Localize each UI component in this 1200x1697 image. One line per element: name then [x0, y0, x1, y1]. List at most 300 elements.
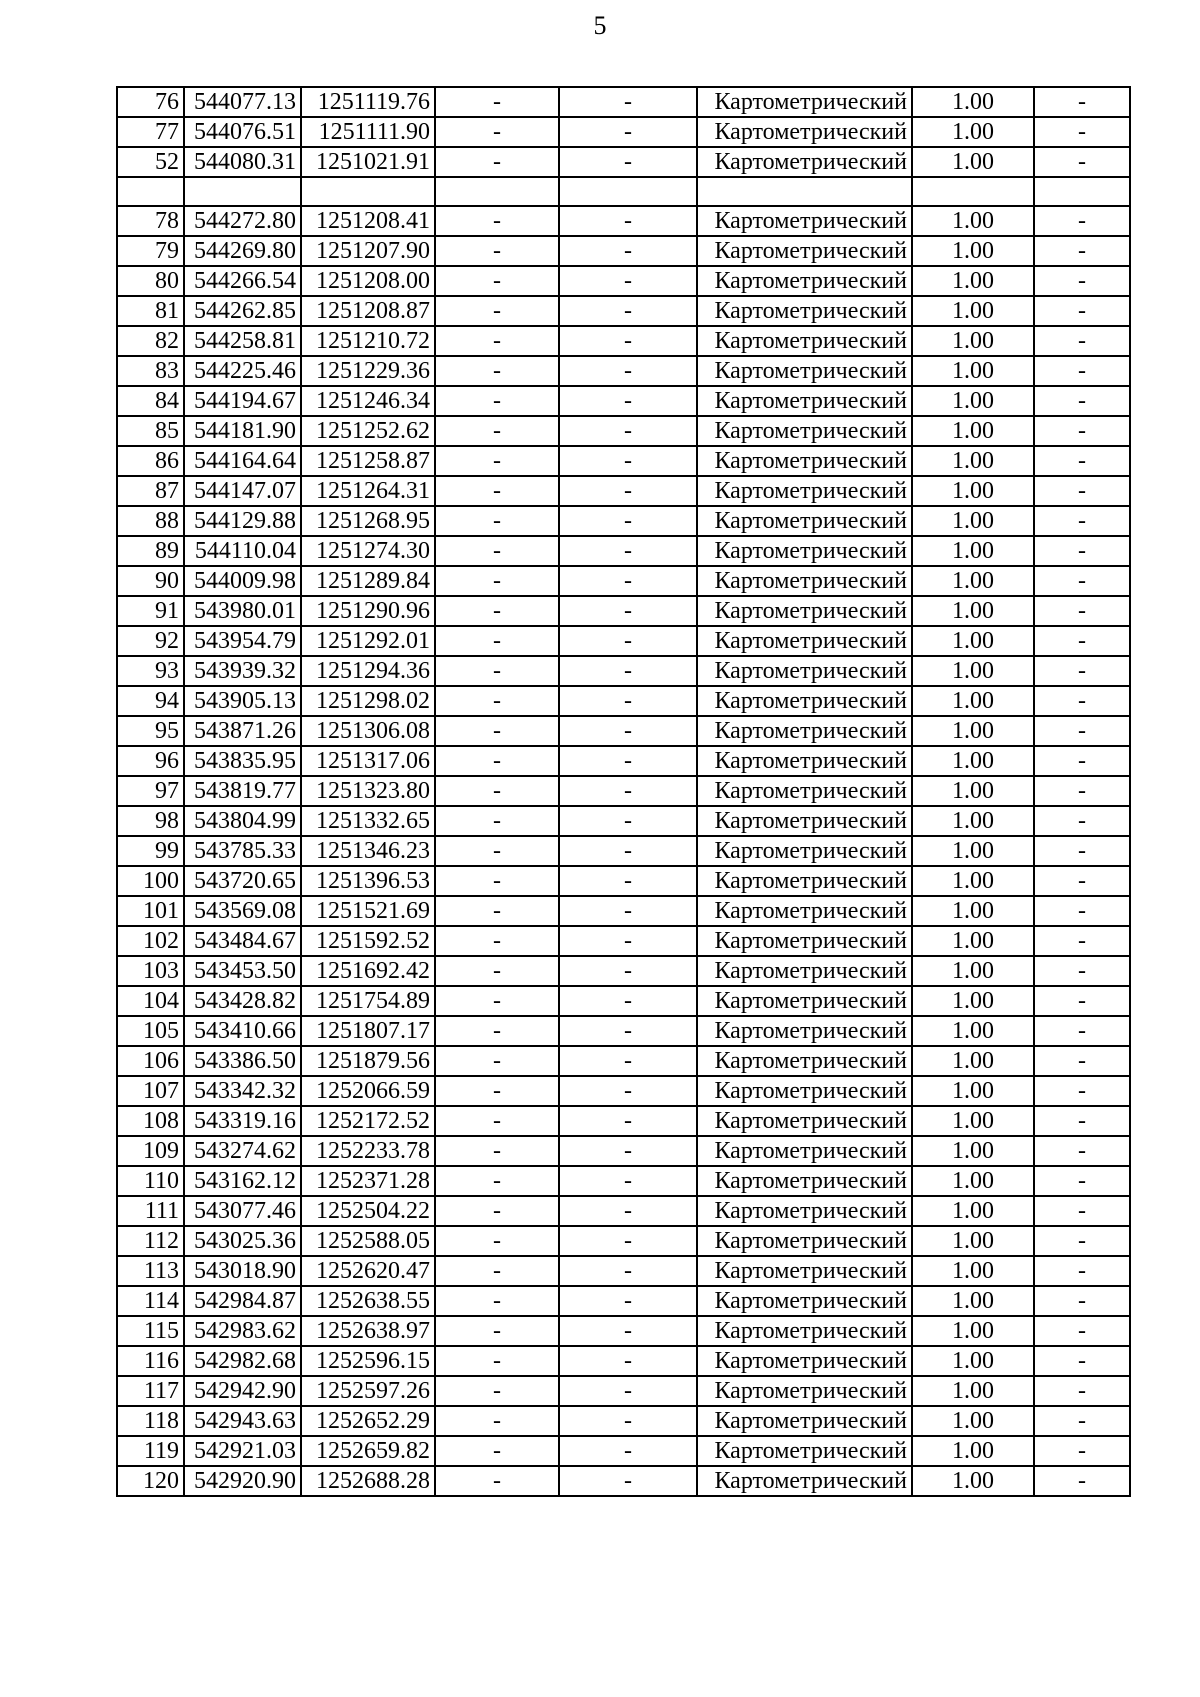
coordinate-x-cell: 544272.80 — [184, 206, 301, 236]
column-4-cell: - — [435, 806, 559, 836]
coordinate-x-cell — [184, 177, 301, 206]
coordinate-x-cell: 543871.26 — [184, 716, 301, 746]
column-5-cell: - — [559, 1106, 697, 1136]
column-8-cell: - — [1034, 296, 1130, 326]
column-5-cell: - — [559, 926, 697, 956]
column-5-cell: - — [559, 746, 697, 776]
coordinate-y-cell: 1252233.78 — [301, 1136, 435, 1166]
point-number-cell: 109 — [117, 1136, 184, 1166]
point-number-cell: 88 — [117, 506, 184, 536]
point-number-cell — [117, 177, 184, 206]
coordinate-x-cell: 543980.01 — [184, 596, 301, 626]
column-4-cell: - — [435, 596, 559, 626]
column-8-cell: - — [1034, 596, 1130, 626]
point-number-cell: 78 — [117, 206, 184, 236]
point-number-cell: 89 — [117, 536, 184, 566]
column-8-cell: - — [1034, 356, 1130, 386]
accuracy-cell: 1.00 — [912, 1466, 1034, 1496]
coordinate-y-cell: 1251396.53 — [301, 866, 435, 896]
coordinate-x-cell: 544009.98 — [184, 566, 301, 596]
table-row — [117, 446, 1130, 476]
column-8-cell: - — [1034, 1076, 1130, 1106]
accuracy-cell: 1.00 — [912, 566, 1034, 596]
accuracy-cell: 1.00 — [912, 986, 1034, 1016]
column-8-cell: - — [1034, 956, 1130, 986]
method-cell: Картометрический — [697, 147, 912, 177]
coordinate-y-cell: 1251294.36 — [301, 656, 435, 686]
column-5-cell: - — [559, 1406, 697, 1436]
method-cell: Картометрический — [697, 206, 912, 236]
coordinate-y-cell: 1251323.80 — [301, 776, 435, 806]
column-5-cell: - — [559, 566, 697, 596]
table-row — [117, 177, 1130, 206]
method-cell: Картометрический — [697, 1376, 912, 1406]
method-cell: Картометрический — [697, 1046, 912, 1076]
column-4-cell: - — [435, 1046, 559, 1076]
accuracy-cell: 1.00 — [912, 956, 1034, 986]
column-4-cell: - — [435, 1436, 559, 1466]
column-5-cell: - — [559, 386, 697, 416]
accuracy-cell: 1.00 — [912, 626, 1034, 656]
method-cell: Картометрический — [697, 1256, 912, 1286]
point-number-cell: 104 — [117, 986, 184, 1016]
point-number-cell: 86 — [117, 446, 184, 476]
accuracy-cell: 1.00 — [912, 686, 1034, 716]
table-row — [117, 506, 1130, 536]
accuracy-cell: 1.00 — [912, 296, 1034, 326]
coordinate-x-cell: 544077.13 — [184, 87, 301, 117]
method-cell: Картометрический — [697, 1166, 912, 1196]
column-5-cell: - — [559, 1226, 697, 1256]
column-8-cell: - — [1034, 1016, 1130, 1046]
coordinate-y-cell: 1252066.59 — [301, 1076, 435, 1106]
column-5-cell: - — [559, 147, 697, 177]
column-4-cell: - — [435, 1106, 559, 1136]
point-number-cell: 114 — [117, 1286, 184, 1316]
point-number-cell: 110 — [117, 1166, 184, 1196]
coordinate-x-cell: 543025.36 — [184, 1226, 301, 1256]
method-cell: Картометрический — [697, 1196, 912, 1226]
method-cell: Картометрический — [697, 446, 912, 476]
column-4-cell: - — [435, 956, 559, 986]
table-row — [117, 356, 1130, 386]
column-4-cell: - — [435, 1346, 559, 1376]
column-5-cell: - — [559, 266, 697, 296]
coordinate-x-cell: 542942.90 — [184, 1376, 301, 1406]
column-4-cell: - — [435, 1016, 559, 1046]
column-8-cell: - — [1034, 806, 1130, 836]
coordinate-x-cell: 543819.77 — [184, 776, 301, 806]
method-cell: Картометрический — [697, 1016, 912, 1046]
coordinate-x-cell: 543804.99 — [184, 806, 301, 836]
column-8-cell: - — [1034, 1136, 1130, 1166]
column-5-cell: - — [559, 236, 697, 266]
coordinate-y-cell: 1252620.47 — [301, 1256, 435, 1286]
column-4-cell: - — [435, 566, 559, 596]
coordinate-y-cell: 1251252.62 — [301, 416, 435, 446]
column-5-cell: - — [559, 1436, 697, 1466]
method-cell: Картометрический — [697, 236, 912, 266]
coordinate-x-cell: 543835.95 — [184, 746, 301, 776]
coordinate-x-cell: 543720.65 — [184, 866, 301, 896]
coordinate-y-cell: 1251207.90 — [301, 236, 435, 266]
column-5-cell: - — [559, 596, 697, 626]
column-4-cell: - — [435, 1196, 559, 1226]
coordinate-y-cell: 1252596.15 — [301, 1346, 435, 1376]
accuracy-cell: 1.00 — [912, 506, 1034, 536]
accuracy-cell: 1.00 — [912, 117, 1034, 147]
coordinate-y-cell: 1252172.52 — [301, 1106, 435, 1136]
column-8-cell: - — [1034, 416, 1130, 446]
column-8-cell: - — [1034, 1226, 1130, 1256]
coordinate-y-cell: 1251021.91 — [301, 147, 435, 177]
method-cell: Картометрический — [697, 326, 912, 356]
point-number-cell: 106 — [117, 1046, 184, 1076]
accuracy-cell: 1.00 — [912, 656, 1034, 686]
method-cell: Картометрический — [697, 806, 912, 836]
column-5-cell: - — [559, 776, 697, 806]
point-number-cell: 108 — [117, 1106, 184, 1136]
table-row — [117, 806, 1130, 836]
method-cell: Картометрический — [697, 656, 912, 686]
column-5-cell: - — [559, 1046, 697, 1076]
coordinate-x-cell: 544194.67 — [184, 386, 301, 416]
point-number-cell: 84 — [117, 386, 184, 416]
accuracy-cell: 1.00 — [912, 446, 1034, 476]
coordinate-x-cell: 544181.90 — [184, 416, 301, 446]
table-row — [117, 1196, 1130, 1226]
column-5-cell: - — [559, 1376, 697, 1406]
accuracy-cell: 1.00 — [912, 1316, 1034, 1346]
accuracy-cell: 1.00 — [912, 1286, 1034, 1316]
column-8-cell: - — [1034, 266, 1130, 296]
column-5-cell: - — [559, 206, 697, 236]
method-cell: Картометрический — [697, 1106, 912, 1136]
column-8-cell: - — [1034, 986, 1130, 1016]
column-8-cell: - — [1034, 716, 1130, 746]
column-5-cell: - — [559, 1196, 697, 1226]
column-4-cell: - — [435, 1466, 559, 1496]
column-4-cell: - — [435, 836, 559, 866]
column-5-cell: - — [559, 1466, 697, 1496]
accuracy-cell: 1.00 — [912, 87, 1034, 117]
column-4-cell: - — [435, 536, 559, 566]
column-8-cell: - — [1034, 386, 1130, 416]
column-8-cell: - — [1034, 1466, 1130, 1496]
method-cell: Картометрический — [697, 1436, 912, 1466]
column-8-cell: - — [1034, 1196, 1130, 1226]
accuracy-cell: 1.00 — [912, 836, 1034, 866]
point-number-cell: 95 — [117, 716, 184, 746]
method-cell: Картометрический — [697, 386, 912, 416]
column-4-cell — [435, 177, 559, 206]
point-number-cell: 102 — [117, 926, 184, 956]
table-row — [117, 147, 1130, 177]
table-row — [117, 1436, 1130, 1466]
table-row — [117, 626, 1130, 656]
column-8-cell: - — [1034, 326, 1130, 356]
table-row — [117, 206, 1130, 236]
column-4-cell: - — [435, 686, 559, 716]
coordinate-x-cell: 543162.12 — [184, 1166, 301, 1196]
accuracy-cell: 1.00 — [912, 1346, 1034, 1376]
method-cell: Картометрический — [697, 1466, 912, 1496]
coordinate-y-cell: 1251879.56 — [301, 1046, 435, 1076]
column-5-cell: - — [559, 506, 697, 536]
method-cell: Картометрический — [697, 536, 912, 566]
coordinate-y-cell: 1251208.87 — [301, 296, 435, 326]
point-number-cell: 120 — [117, 1466, 184, 1496]
column-4-cell: - — [435, 326, 559, 356]
accuracy-cell: 1.00 — [912, 866, 1034, 896]
table-row — [117, 686, 1130, 716]
table-row — [117, 1016, 1130, 1046]
column-5-cell: - — [559, 686, 697, 716]
coordinate-x-cell: 543484.67 — [184, 926, 301, 956]
method-cell: Картометрический — [697, 596, 912, 626]
table-row — [117, 956, 1130, 986]
table-row — [117, 986, 1130, 1016]
coordinate-x-cell: 542921.03 — [184, 1436, 301, 1466]
column-4-cell: - — [435, 1226, 559, 1256]
method-cell: Картометрический — [697, 626, 912, 656]
table-row — [117, 536, 1130, 566]
column-4-cell: - — [435, 1076, 559, 1106]
point-number-cell: 111 — [117, 1196, 184, 1226]
coordinate-x-cell: 544129.88 — [184, 506, 301, 536]
method-cell: Картометрический — [697, 476, 912, 506]
column-8-cell — [1034, 177, 1130, 206]
coordinate-x-cell: 544164.64 — [184, 446, 301, 476]
column-8-cell: - — [1034, 866, 1130, 896]
method-cell — [697, 177, 912, 206]
column-5-cell: - — [559, 956, 697, 986]
column-8-cell: - — [1034, 686, 1130, 716]
point-number-cell: 103 — [117, 956, 184, 986]
column-4-cell: - — [435, 266, 559, 296]
point-number-cell: 90 — [117, 566, 184, 596]
table-row — [117, 266, 1130, 296]
table-row — [117, 416, 1130, 446]
coordinate-y-cell — [301, 177, 435, 206]
method-cell: Картометрический — [697, 506, 912, 536]
coordinate-y-cell: 1252638.55 — [301, 1286, 435, 1316]
column-8-cell: - — [1034, 87, 1130, 117]
accuracy-cell: 1.00 — [912, 416, 1034, 446]
table-row — [117, 326, 1130, 356]
accuracy-cell: 1.00 — [912, 326, 1034, 356]
column-5-cell: - — [559, 326, 697, 356]
table-row — [117, 1466, 1130, 1496]
point-number-cell: 96 — [117, 746, 184, 776]
column-4-cell: - — [435, 1316, 559, 1346]
method-cell: Картометрический — [697, 1316, 912, 1346]
method-cell: Картометрический — [697, 1286, 912, 1316]
column-5-cell: - — [559, 1346, 697, 1376]
column-5-cell: - — [559, 1076, 697, 1106]
column-5-cell: - — [559, 896, 697, 926]
column-8-cell: - — [1034, 1406, 1130, 1436]
coordinate-x-cell: 544269.80 — [184, 236, 301, 266]
column-5-cell: - — [559, 626, 697, 656]
method-cell: Картометрический — [697, 356, 912, 386]
accuracy-cell: 1.00 — [912, 476, 1034, 506]
coordinate-x-cell: 544080.31 — [184, 147, 301, 177]
coordinate-y-cell: 1251208.00 — [301, 266, 435, 296]
method-cell: Картометрический — [697, 266, 912, 296]
column-8-cell: - — [1034, 776, 1130, 806]
accuracy-cell: 1.00 — [912, 1256, 1034, 1286]
coordinate-x-cell: 543453.50 — [184, 956, 301, 986]
point-number-cell: 77 — [117, 117, 184, 147]
column-4-cell: - — [435, 656, 559, 686]
point-number-cell: 92 — [117, 626, 184, 656]
column-4-cell: - — [435, 866, 559, 896]
coordinate-y-cell: 1251592.52 — [301, 926, 435, 956]
column-5-cell: - — [559, 1136, 697, 1166]
column-8-cell: - — [1034, 1046, 1130, 1076]
coordinate-x-cell: 543410.66 — [184, 1016, 301, 1046]
coordinate-x-cell: 542983.62 — [184, 1316, 301, 1346]
column-4-cell: - — [435, 386, 559, 416]
table-row — [117, 866, 1130, 896]
coordinate-y-cell: 1251210.72 — [301, 326, 435, 356]
table-row — [117, 1136, 1130, 1166]
accuracy-cell: 1.00 — [912, 356, 1034, 386]
column-5-cell: - — [559, 1316, 697, 1346]
column-4-cell: - — [435, 626, 559, 656]
method-cell: Картометрический — [697, 746, 912, 776]
coordinate-y-cell: 1252597.26 — [301, 1376, 435, 1406]
accuracy-cell: 1.00 — [912, 806, 1034, 836]
coordinate-y-cell: 1251332.65 — [301, 806, 435, 836]
coordinate-y-cell: 1251289.84 — [301, 566, 435, 596]
column-8-cell: - — [1034, 506, 1130, 536]
method-cell: Картометрический — [697, 1226, 912, 1256]
accuracy-cell: 1.00 — [912, 1136, 1034, 1166]
column-4-cell: - — [435, 1256, 559, 1286]
column-8-cell: - — [1034, 656, 1130, 686]
column-5-cell: - — [559, 1166, 697, 1196]
method-cell: Картометрический — [697, 866, 912, 896]
column-4-cell: - — [435, 1406, 559, 1436]
column-4-cell: - — [435, 746, 559, 776]
method-cell: Картометрический — [697, 1406, 912, 1436]
point-number-cell: 116 — [117, 1346, 184, 1376]
coordinate-y-cell: 1251521.69 — [301, 896, 435, 926]
coordinate-y-cell: 1252638.97 — [301, 1316, 435, 1346]
column-5-cell: - — [559, 87, 697, 117]
point-number-cell: 117 — [117, 1376, 184, 1406]
point-number-cell: 83 — [117, 356, 184, 386]
accuracy-cell: 1.00 — [912, 1076, 1034, 1106]
table-row — [117, 1286, 1130, 1316]
point-number-cell: 118 — [117, 1406, 184, 1436]
point-number-cell: 76 — [117, 87, 184, 117]
point-number-cell: 115 — [117, 1316, 184, 1346]
coordinate-x-cell: 543018.90 — [184, 1256, 301, 1286]
column-8-cell: - — [1034, 626, 1130, 656]
coordinate-y-cell: 1251264.31 — [301, 476, 435, 506]
table-row — [117, 836, 1130, 866]
table-row — [117, 1106, 1130, 1136]
coordinate-y-cell: 1251346.23 — [301, 836, 435, 866]
method-cell: Картометрический — [697, 926, 912, 956]
coordinate-x-cell: 543342.32 — [184, 1076, 301, 1106]
column-4-cell: - — [435, 296, 559, 326]
table-row — [117, 296, 1130, 326]
coordinate-y-cell: 1251258.87 — [301, 446, 435, 476]
column-8-cell: - — [1034, 1106, 1130, 1136]
column-4-cell: - — [435, 716, 559, 746]
coordinate-y-cell: 1251692.42 — [301, 956, 435, 986]
column-8-cell: - — [1034, 926, 1130, 956]
column-8-cell: - — [1034, 1316, 1130, 1346]
accuracy-cell: 1.00 — [912, 1196, 1034, 1226]
column-4-cell: - — [435, 416, 559, 446]
coordinate-y-cell: 1251298.02 — [301, 686, 435, 716]
coordinate-y-cell: 1251119.76 — [301, 87, 435, 117]
column-4-cell: - — [435, 147, 559, 177]
point-number-cell: 100 — [117, 866, 184, 896]
coordinate-x-cell: 543319.16 — [184, 1106, 301, 1136]
method-cell: Картометрический — [697, 986, 912, 1016]
table-row — [117, 926, 1130, 956]
column-5-cell: - — [559, 656, 697, 686]
point-number-cell: 112 — [117, 1226, 184, 1256]
coordinate-x-cell: 544147.07 — [184, 476, 301, 506]
table-row — [117, 596, 1130, 626]
table-row — [117, 1346, 1130, 1376]
coordinate-y-cell: 1251290.96 — [301, 596, 435, 626]
column-8-cell: - — [1034, 566, 1130, 596]
column-4-cell: - — [435, 206, 559, 236]
accuracy-cell: 1.00 — [912, 536, 1034, 566]
coordinate-x-cell: 543386.50 — [184, 1046, 301, 1076]
column-8-cell: - — [1034, 206, 1130, 236]
method-cell: Картометрический — [697, 416, 912, 446]
coordinate-x-cell: 543785.33 — [184, 836, 301, 866]
coordinate-y-cell: 1252504.22 — [301, 1196, 435, 1226]
point-number-cell: 80 — [117, 266, 184, 296]
column-4-cell: - — [435, 1376, 559, 1406]
accuracy-cell: 1.00 — [912, 386, 1034, 416]
coordinate-y-cell: 1251274.30 — [301, 536, 435, 566]
coordinate-y-cell: 1252659.82 — [301, 1436, 435, 1466]
accuracy-cell: 1.00 — [912, 716, 1034, 746]
column-8-cell: - — [1034, 117, 1130, 147]
method-cell: Картометрический — [697, 896, 912, 926]
column-8-cell: - — [1034, 476, 1130, 506]
column-8-cell: - — [1034, 536, 1130, 566]
point-number-cell: 98 — [117, 806, 184, 836]
accuracy-cell: 1.00 — [912, 1046, 1034, 1076]
column-8-cell: - — [1034, 1436, 1130, 1466]
coordinate-x-cell: 544225.46 — [184, 356, 301, 386]
coordinate-x-cell: 543077.46 — [184, 1196, 301, 1226]
table-row — [117, 746, 1130, 776]
accuracy-cell: 1.00 — [912, 1226, 1034, 1256]
column-4-cell: - — [435, 446, 559, 476]
column-5-cell: - — [559, 866, 697, 896]
point-number-cell: 113 — [117, 1256, 184, 1286]
accuracy-cell: 1.00 — [912, 926, 1034, 956]
point-number-cell: 81 — [117, 296, 184, 326]
column-5-cell: - — [559, 536, 697, 566]
column-8-cell: - — [1034, 1256, 1130, 1286]
table-row — [117, 476, 1130, 506]
table-row — [117, 87, 1130, 117]
